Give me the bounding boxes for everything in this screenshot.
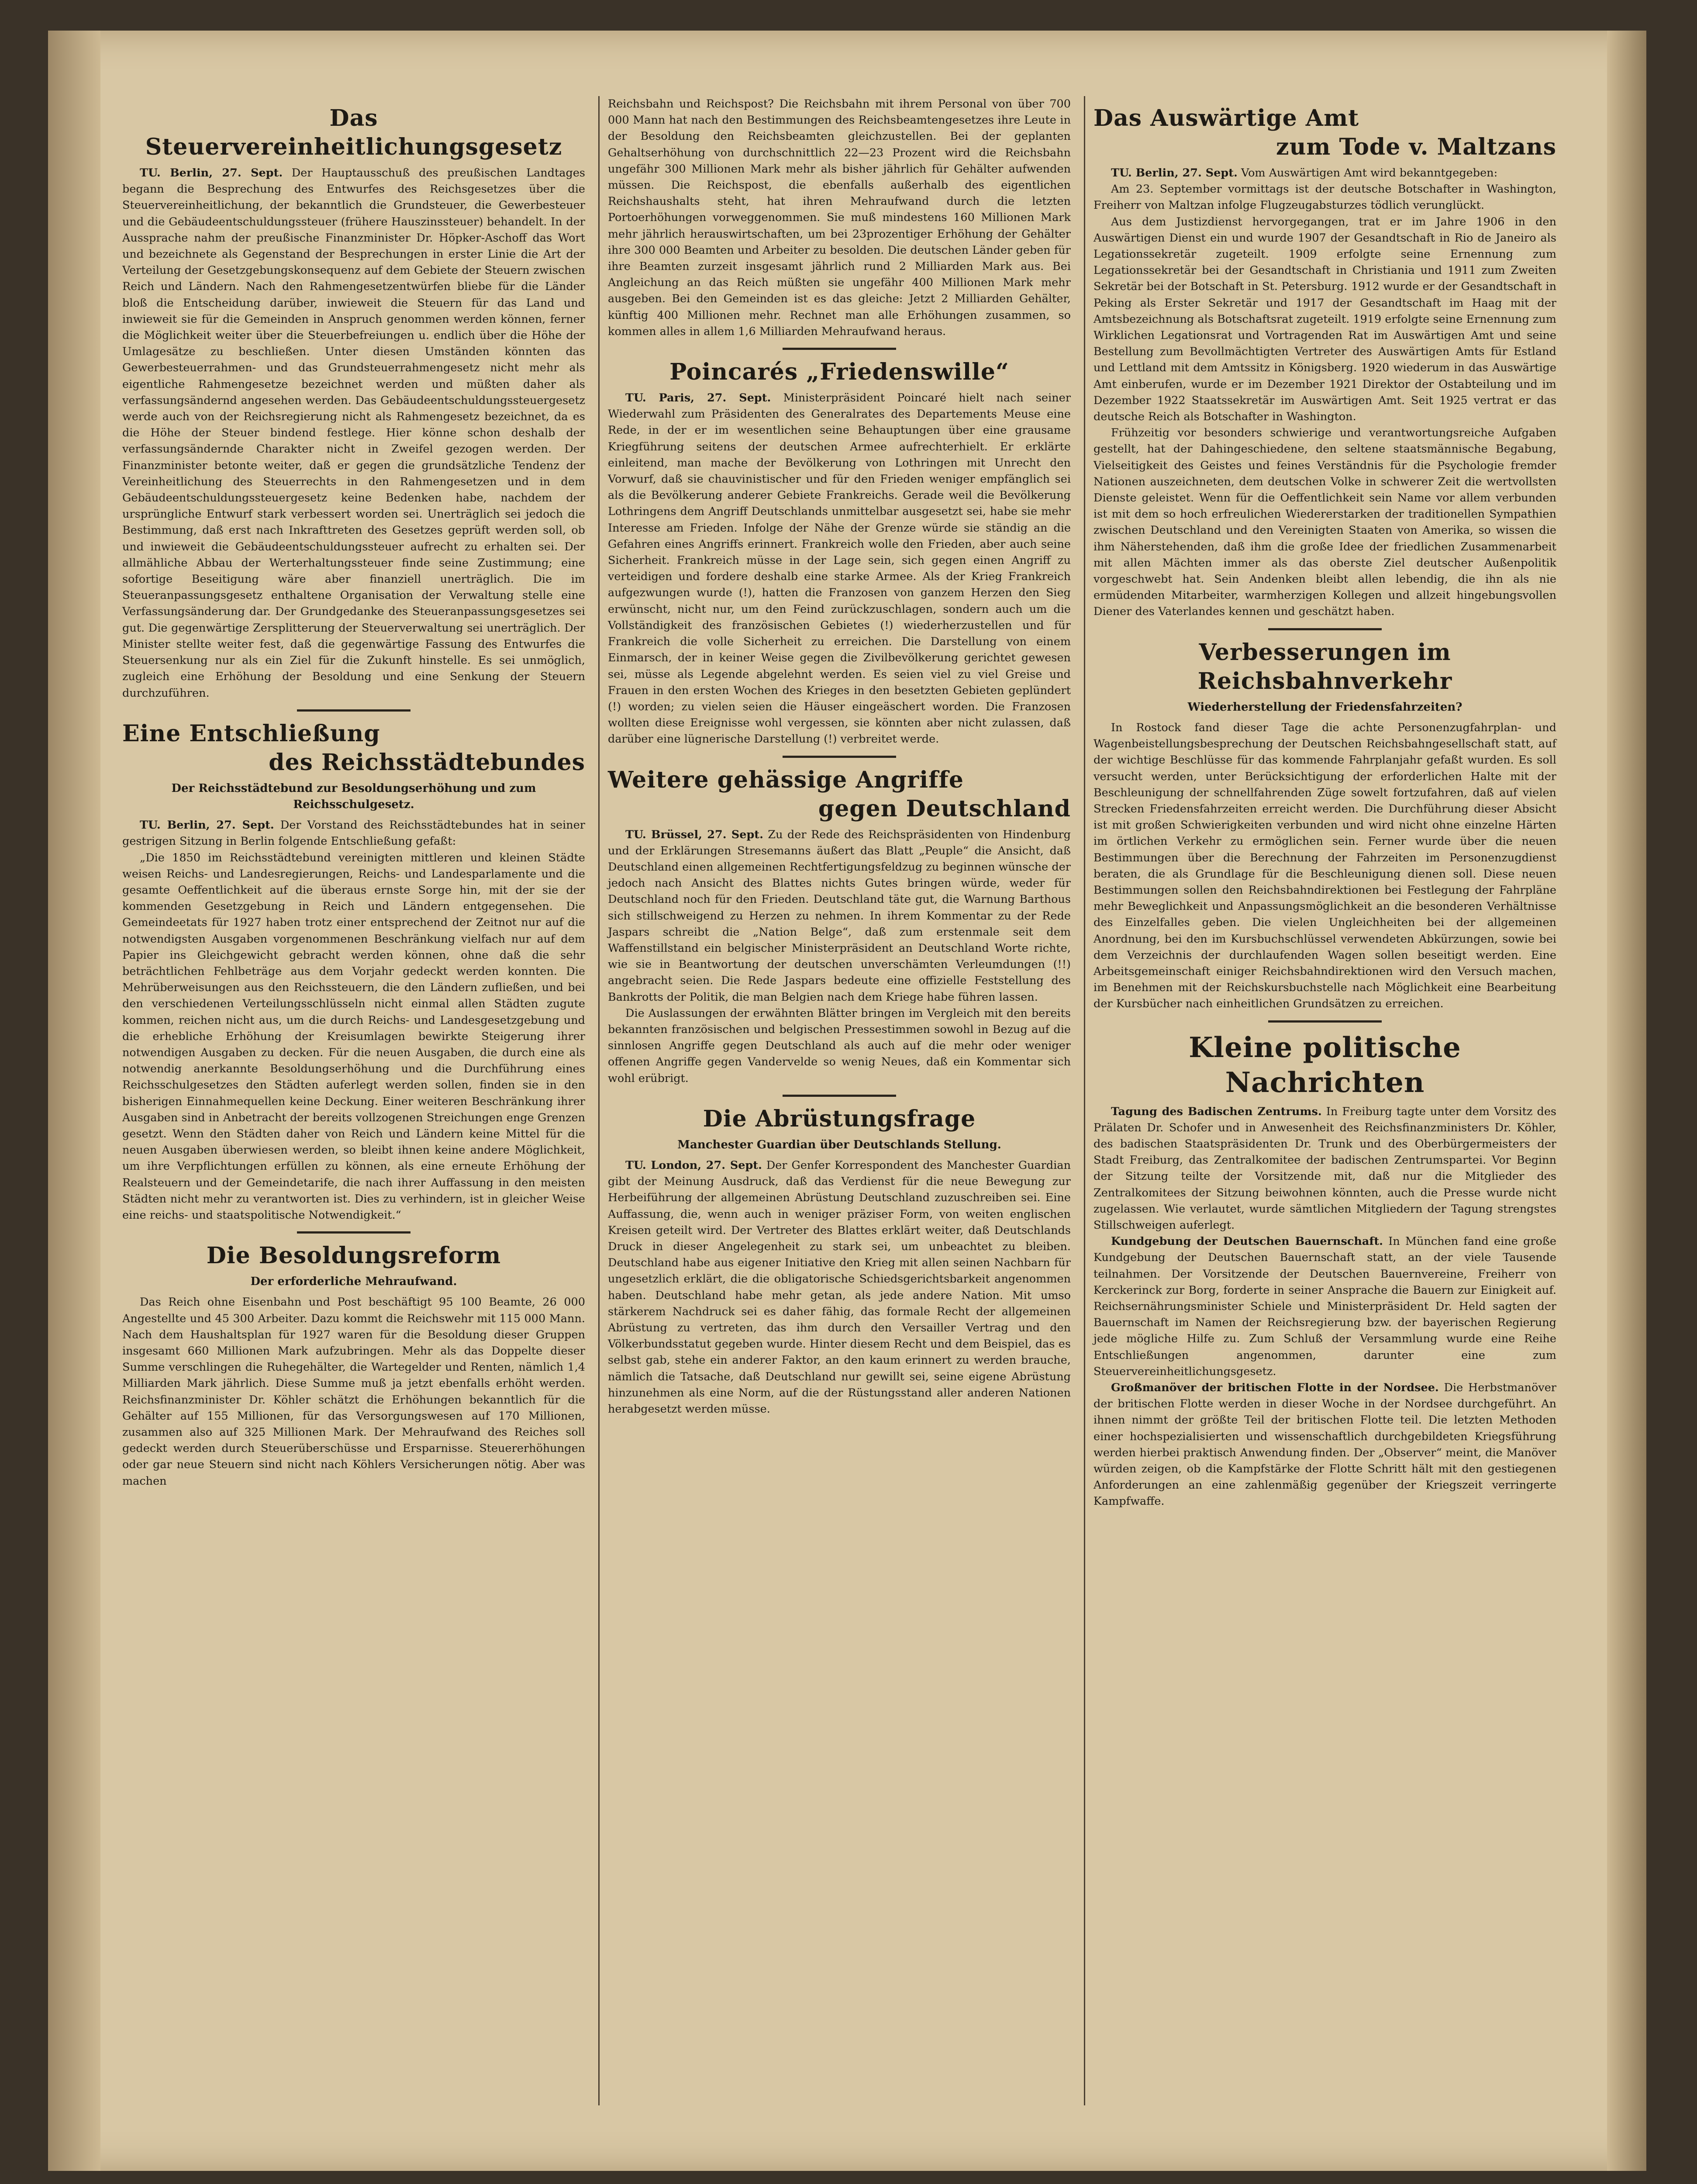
- page-edge: [1607, 31, 1646, 2171]
- dateline: TU. Berlin, 27. Sept.: [140, 819, 274, 832]
- dateline: TU. Berlin, 27. Sept.: [1111, 166, 1238, 180]
- dateline: TU. Paris, 27. Sept.: [625, 391, 771, 405]
- article-body: Aus dem Justizdienst hervorgegangen, trat er im Jahre 1906 in den Auswärtigen Dienst ein und wurde 1907 der Gesandtschaft in Rio de Janeiro als Legationssekretär zugeteilt. 1909 erfolgte seine Ernennung zum Legationssekretär bei der Gesandtschaft in Christiania und 1911 zum Zweiten Sekretär bei der Botschaft in St. Petersburg. 1912 wurde er der Gesandtschaft in Peking als Erster Sekretär und 1917 der Gesandtschaft im Haag mit der Amtsbezeichnung als Botschaftsrat zugeteilt. 1919 erfolgte seine Ernennung zum Wirklichen Legationsrat und Vortragenden Rat im Auswärtigen Amt und seine Bestellung zum Bevollmächtigten Vertreter des Auswärtigen Amts für Estland und Lettland mit dem Amtssitz in Königsberg. 1920 wiederum in das Auswärtige Amt einberufen, wurde er im Dezember 1921 Direktor der Ostabteilung und im Dezember 1922 Staatssekretär im Auswärtigen Amt. Seit 1925 vertrat er das deutsche Reich als Botschafter in Washington.: [1093, 215, 1556, 424]
- article-title-line2: gegen Deutschland: [818, 795, 1071, 822]
- article-title-line2: des Reichsstädtebundes: [269, 749, 585, 776]
- news-item-head: Kundgebung der Deutschen Bauernschaft.: [1111, 1235, 1383, 1248]
- news-item-text: In München fand eine große Kundgebung der Deutschen Bauernschaft statt, an der viele Tausende teilnahmen. Der Vorsitzende der Deutschen Bauernvereine, Freiherr von Kerckerinck zur Borg, forderte in seiner Ansprache die Bauern zur Einigkeit auf. Reichsernährungsminister Schiele und Ministerpräsident Dr. Held sagten der Bauernschaft im Namen der Reichsregierung bzw. der bayerischen Regierung jede mögliche Hilfe zu. Zum Schluß der Versammlung wurde eine Reihe Entschließungen angenommen, darunter eine zum Steuervereinheitlichungsgesetz.: [1093, 1235, 1556, 1378]
- article-title-line2: zum Tode v. Maltzans: [1276, 134, 1556, 160]
- article-reichsstaedtebund: [122, 719, 585, 1223]
- article-body: Frühzeitig vor besonders schwierige und verantwortungsreiche Aufgaben gestellt, hat der Dahingeschiedene, den seltene staatsmännische Begabung, Vielseitigkeit des Geistes und feines Verständnis für die Psychologie fremder Nationen auszeichneten, dem deutschen Volke in schwerer Zeit die wertvollsten Dienste geleistet. Wenn für die Oeffentlichkeit sein Name vor allem verbunden ist mit dem so hoch erfreulichen Wiedererstarken der traditionellen Sympathien zwischen Deutschland und den Vereinigten Staaten von Amerika, so wissen die ihm Näherstehenden, daß ihm die große Idee der friedlichen Zusammenarbeit mit allen Mächten immer als das oberste Ziel deutscher Außenpolitik vorgeschwebt hat. Sein Andenken bleibt allen lebendig, die ihn als nie ermüdenden Mitarbeiter, warmherzigen Kollegen und allzeit hingebungsvollen Diener des Vaterlandes kennen und geschätzt haben.: [1093, 426, 1556, 619]
- column-rule: [1084, 96, 1085, 2105]
- divider: [1268, 1020, 1382, 1023]
- divider: [297, 709, 410, 712]
- article-body: Ministerpräsident Poincaré hielt nach seiner Wiederwahl zum Präsidenten des Generalrates des Departements Meuse eine Rede, in der er im wesentlichen seine Behauptungen über eine grausame Kriegführung seitens der deutschen Armee aufrechterhielt. Er erklärte einleitend, man mache der Bevölkerung von Lothringen mit Unrecht den Vorwurf, daß sie chauvinistischer und für den Frieden weniger empfänglich sei als die Bevölkerung anderer Gebiete Frankreichs. Gerade weil die Bevölkerung Lothringens dem Angriff Deutschlands unmittelbar ausgesetzt sei, habe sie mehr Interesse am Frieden. Infolge der Nähe der Grenze würde sie ständig an die Gefahren eines Angriffs erinnert. Frankreich wolle den Frieden, aber auch seine Sicherheit. Frankreich müsse in der Lage sein, sich gegen einen Angriff zu verteidigen und fordere deshalb eine starke Armee. Als der Krieg Frankreich aufgezwungen wurde (!), hatten die Franzosen von ganzem Herzen den Sieg erwünscht, nicht nur, um den Feind zurückzuschlagen, sondern auch um die Vollständigkeit des französischen Gebietes (!) wiederherzustellen und für Frankreich die volle Sicherheit zu erreichen. Die Darstellung von einem Einmarsch, der in keiner Weise gegen die Zivilbevölkerung gerichtet gewesen sei, müsse als Legende abgelehnt werden. Es seien viel zu viel Greise und Frauen in den ersten Wochen des Krieges in den besetzten Gebieten geplündert (!) worden; zu vielen seien die Häuser eingeäschert worden. Die Franzosen wollten diese Ereignisse wohl vergessen, sie könnten aber nicht zulassen, daß darüber eine lügnerische Darstellung (!) verbreitet werde.: [608, 391, 1071, 746]
- article-title: Die Besoldungsreform: [206, 1242, 501, 1269]
- article-besoldungsreform-continued: [608, 96, 1071, 340]
- article-besoldungsreform: [122, 1241, 585, 1489]
- article-body: In Rostock fand dieser Tage die achte Personenzugfahrplan- und Wagenbeistellungsbesprechung der Deutschen Reichsbahngesellschaft statt, auf der wichtige Beschlüsse für das kommende Fahrplanjahr gefaßt wurden. Es soll versucht werden, unter Berücksichtigung der erforderlichen Halte mit der Beschleunigung der schnellfahrenden Züge sowelt fortzufahren, daß auf vielen Strecken Friedensfahrzeiten erreicht werden. Die Durchführung dieser Absicht ist mit großen Schwierigkeiten verbunden und wird nicht ohne einzelne Härten im örtlichen Verkehr zu ermöglichen sein. Ferner wurde über die neuen Bestimmungen über die Berechnung der Fahrzeiten im Personenzugdienst beraten, die als Grundlage für die Beschleunigung dienen soll. Diese neuen Bestimmungen sollen den Reichsbahndirektionen bei Festlegung der Fahrpläne mehr Beweglichkeit und Anpassungsmöglichkeit an die besonderen Verhältnisse des Einzelfalles geben. Die vielen Ungleichheiten bei der allgemeinen Anordnung, bei den im Kursbuchschlüssel verwendeten Abkürzungen, sowie bei dem Verzeichnis der durchlaufenden Wagen sollen beseitigt werden. Eine Arbeitsgemeinschaft einiger Reichsbahndirektionen wird den Versuch machen, im Benehmen mit der Reichskursbuchstelle nach Möglichkeit eine Bearbeitung der Kursbücher nach einheitlichen Grundsätzen zu erreichen.: [1093, 721, 1556, 1011]
- article-title: Das Steuervereinheitlichungsgesetz: [145, 105, 562, 160]
- article-subtitle: Manchester Guardian über Deutschlands Stellung.: [677, 1138, 1001, 1151]
- article-abruestung: [608, 1105, 1071, 1417]
- article-title: Kleine politische Nachrichten: [1189, 1031, 1461, 1099]
- divider: [783, 756, 896, 758]
- column-3: [1093, 96, 1556, 1514]
- divider: [297, 1231, 410, 1234]
- article-steuervereinheitlichung: [122, 104, 585, 702]
- article-body: „Die 1850 im Reichsstädtebund vereinigten mittleren und kleinen Städte weisen Reichs- und Landesregierungen, Reichs- und Landesparlamente und die gesamte Oeffentlichkeit auf die überaus ernste Sorge hin, mit der sie der kommenden Gesetzgebung in Reich und Ländern entgegensehen. Die Gemeindeetats für 1927 haben trotz einer entsprechend der Zeitnot nur auf die notwendigsten Ausgaben vorgenommenen Beschränkung vielfach nur auf dem Papier ins Gleichgewicht gebracht werden können, ohne daß die sehr beträchtlichen Fehlbeträge aus dem Vorjahr gedeckt werden konnten. Die Mehrüberweisungen aus den Reichssteuern, die den Ländern zufließen, und bei den verschiedenen Verteilungsschlüsseln nicht einmal allen Städten zugute kommen, reichen nicht aus, um die durch Reichs- und Landesgesetzgebung und die erhebliche Erhöhung der Kreisumlagen bewirkte Steigerung ihrer notwendigen Ausgaben zu decken. Für die neuen Ausgaben, die durch eine als notwendig anerkannte Besoldungserhöhung und die Durchführung eines Reichsschulgesetzes den Städten auferlegt werden sollen, finden sie in den bisherigen Einnahmequellen keine Deckung. Einer weiteren Beschränkung ihrer Ausgaben sind in Anbetracht der bereits vollzogenen Streichungen enge Grenzen gesetzt. Wenn den Städten daher von Reich und Ländern keine Mittel für die neuen Ausgaben überwiesen werden, so bleibt ihnen keine andere Möglichkeit, um ihre Verpflichtungen erfüllen zu können, als eine erneute Erhöhung der Realsteuern und der Gemeindetarife, die nach ihrer Auffassung in den meisten Städten nicht mehr zu verantworten ist. Dies zu verhindern, ist in gleicher Weise eine reichs- und staatspolitische Notwendigkeit.“: [122, 851, 585, 1222]
- article-subtitle: Wiederherstellung der Friedensfahrzeiten?: [1187, 700, 1462, 714]
- dateline: TU. Berlin, 27. Sept.: [140, 166, 283, 180]
- article-body: Reichsbahn und Reichspost? Die Reichsbahn mit ihrem Personal von über 700 000 Mann hat nach den Bestimmungen des Reichsbeamtengesetzes ihre Leute in der Besoldung den Reichsbeamten gleichzustellen. Bei der geplanten Gehaltserhöhung von durchschnittlich 22—23 Prozent wird die Reichsbahn ungefähr 300 Millionen Mark mehr als bisher jährlich für Gehälter aufwenden müssen. Die Reichspost, die ebenfalls außerhalb des eigentlichen Reichshaushalts steht, hat ihren Mehraufwand durch die letzten Portoerhöhungen vorweggenommen. Sie muß mindestens 160 Millionen Mark mehr jährlich herauswirtschaften, um bei 23prozentiger Erhöhung der Gehälter ihre 300 000 Beamten und Arbeiter zu besolden. Die deutschen Länder geben für ihre Beamten zurzeit insgesamt jährlich rund 2 Milliarden Mark aus. Bei Angleichung an das Reich müßten sie ungefähr 400 Millionen Mark mehr ausgeben. Bei den Gemeinden ist es das gleiche: Jetzt 2 Milliarden Gehälter, künftig 400 Millionen mehr. Rechnet man alle Erhöhungen zusammen, so kommen alles in allem 1,6 Milliarden Mehraufwand heraus.: [608, 97, 1071, 338]
- divider: [783, 348, 896, 350]
- page-binding: [48, 31, 100, 2171]
- news-item-text: Die Herbstmanöver der britischen Flotte werden in dieser Woche in der Nordsee durchgeführt. An ihnen nimmt der größte Teil der britischen Flotte teil. Die letzten Methoden einer hochspezialisierten und wissenschaftlich durchgebildeten Kriegsführung werden hierbei praktisch Anwendung finden. Der „Observer“ meint, die Manöver würden zeigen, ob die Kampfstärke der Flotte Schritt hält mit den gestiegenen Anforderungen an eine zahlenmäßig gegenüber der Kriegszeit verringerte Kampfwaffe.: [1093, 1381, 1556, 1508]
- article-title: Verbesserungen im Reichsbahnverkehr: [1197, 639, 1452, 695]
- newspaper-page: [48, 31, 1646, 2171]
- article-body: Vom Auswärtigen Amt wird bekanntgegeben:: [1241, 166, 1498, 180]
- article-title: Das Auswärtige Amt: [1093, 105, 1359, 131]
- divider: [783, 1095, 896, 1097]
- article-subtitle: Der Reichsstädtebund zur Besoldungserhöhung und zum Reichsschulgesetz.: [171, 781, 536, 811]
- article-body: Der Vorstand des Reichsstädtebundes hat in seiner gestrigen Sitzung in Berlin folgende Entschließung gefaßt:: [122, 819, 585, 848]
- column-rule: [598, 96, 600, 2105]
- column-1: [122, 96, 585, 1494]
- article-title: Die Abrüstungsfrage: [703, 1105, 976, 1132]
- article-title: Poincarés „Friedenswille“: [669, 359, 1009, 386]
- article-angriffe: [608, 766, 1071, 1087]
- article-body: Der Genfer Korrespondent des Manchester Guardian gibt der Meinung Ausdruck, daß das Verdienst für die neue Bewegung zur Herbeiführung der allgemeinen Abrüstung Deutschland zuzuschreiben sei. Eine Auffassung, die, wenn auch in weniger präziser Form, von weiten englischen Kreisen geteilt wird. Der Vertreter des Blattes erklärt weiter, daß Deutschlands Druck in dieser Angelegenheit zu stark sei, um unbeachtet zu bleiben. Deutschland habe aus eigener Initiative den Krieg mit allen seinen Nachbarn für ungesetzlich erklärt, die die obligatorische Schiedsgerichtsbarkeit angenommen haben. Deutschland habe mehr getan, als jede andere Nation. Mit umso stärkerem Nachdruck sei es daher fähig, das formale Recht der allgemeinen Abrüstung zu vertreten, das ihm durch den Versailler Vertrag und den Völkerbundsstatut gegeben wurde. Hinter diesem Recht und dem Beispiel, das es selbst gab, stehe ein anderer Faktor, an den kaum erinnert zu werden brauche, nämlich die Tatsache, daß Deutschland nur gewillt sei, seine eigene Abrüstung hinzunehmen als eine Norm, auf die der Rüstungsstand aller anderen Nationen herabgesetzt werden müsse.: [608, 1158, 1071, 1416]
- article-title: Eine Entschließung: [122, 720, 380, 747]
- divider: [1268, 628, 1382, 630]
- article-kleine-nachrichten: [1093, 1030, 1556, 1510]
- article-body: Zu der Rede des Reichspräsidenten von Hindenburg und der Erklärungen Stresemanns äußert das Blatt „Peuple“ die Ansicht, daß Deutschland einen allgemeinen Rechtfertigungsfeldzug zu beginnen wünsche der jedoch nach Ansicht des Blattes nichts Gutes bringen würde, weder für Deutschland noch für den Frieden. Deutschland täte gut, die Warnung Barthous sich stillschweigend zu Herzen zu nehmen. In ihrem Kommentar zu der Rede Jaspars schreibt die „Nation Belge“, daß zum erstenmale seit dem Waffenstillstand ein belgischer Ministerpräsident an Deutschland Worte richte, wie sie in Beantwortung der deutschen unverschämten Verleumdungen (!!) angebracht seien. Die Rede Jaspars bedeute eine offizielle Feststellung des Bankrotts der Politik, die man Belgien nach dem Kriege habe führen lassen.: [608, 828, 1071, 1004]
- article-body: Das Reich ohne Eisenbahn und Post beschäftigt 95 100 Beamte, 26 000 Angestellte und 45 300 Arbeiter. Dazu kommt die Reichswehr mit 115 000 Mann. Nach dem Haushaltsplan für 1927 waren für die Besoldung dieser Gruppen insgesamt 660 Millionen Mark aufzubringen. Mehr als das Doppelte dieser Summe verschlingen die Ruhegehälter, die Wartegelder und Renten, nämlich 1,4 Milliarden Mark jährlich. Diese Summe muß ja jetzt ebenfalls erhöht werden. Reichsfinanzminister Dr. Köhler schätzt die Erhöhungen bekanntlich für die Gehälter auf 155 Millionen, für das Versorgungswesen auf 170 Millionen, zusammen also auf 325 Millionen Mark. Der Mehraufwand des Reiches soll gedeckt werden durch Steuerüberschüsse und Ersparnisse. Steuererhöhungen oder gar neue Steuern sind nicht nach Köhlers Versicherungen nötig. Aber was machen: [122, 1296, 585, 1488]
- article-title: Weitere gehässige Angriffe: [608, 766, 964, 793]
- news-item-head: Tagung des Badischen Zentrums.: [1111, 1105, 1322, 1118]
- article-body: Am 23. September vormittags ist der deutsche Botschafter in Washington, Freiherr von Maltzan infolge Flugzeugabsturzes tödlich verunglückt.: [1093, 183, 1556, 212]
- article-subtitle: Der erforderliche Mehraufwand.: [250, 1275, 457, 1289]
- dateline: TU. Brüssel, 27. Sept.: [625, 828, 763, 841]
- article-reichsbahnverkehr: [1093, 638, 1556, 1013]
- news-item-text: In Freiburg tagte unter dem Vorsitz des Prälaten Dr. Schofer und in Anwesenheit des Reichsfinanzministers Dr. Köhler, des badischen Staatspräsidenten Dr. Trunk und des Oberbürgermeisters der Stadt Freiburg, das Zentralkomitee der badischen Zentrumspartei. Vor Beginn der Sitzung teilte der Vorsitzende mit, daß nur die Mitglieder des Zentralkomitees der Sitzung beiwohnen könnten, auch die Presse wurde nicht zugelassen. Wie verlautet, wurde sämtlichen Mitgliedern der Tagung strengstes Stillschweigen auferlegt.: [1093, 1105, 1557, 1232]
- article-auswaertiges-amt: [1093, 104, 1556, 620]
- column-2: [608, 96, 1071, 1422]
- article-body: Die Auslassungen der erwähnten Blätter bringen im Vergleich mit den bereits bekannten französischen und belgischen Pressestimmen sowohl in Bezug auf die sinnlosen Angriffe gegen Deutschland als auch auf die mehr oder weniger offenen Angriffe gegen Vandervelde so wenig Neues, daß ein Kommentar sich wohl erübrigt.: [608, 1006, 1071, 1085]
- article-poincare: [608, 358, 1071, 747]
- article-body: Der Hauptausschuß des preußischen Landtages begann die Besprechung des Entwurfes des Reichsgesetzes über die Steuervereinheitlichung, der bekanntlich die Grundsteuer, die Gewerbesteuer und die Gebäudeentschuldungssteuer (frühere Hauszinssteuer) behandelt. In der Aussprache nahm der preußische Finanzminister Dr. Höpker-Aschoff das Wort und bezeichnete als Gegenstand der Besprechungen in erster Linie die Art der Verteilung der Gesetzgebungskonsequenz auf dem Gebiete der Steuern zwischen Reich und Ländern. Nach den Rahmengesetzentwürfen bliebe für die Länder bloß die Entscheidung darüber, inwieweit die Steuern für das Land und inwieweit sie für die Gemeinden in Anspruch genommen werden können, ferner die Möglichkeit weiter über die Steuerbefreiungen u. endlich über die Höhe der Umlagesätze zu beschließen. Unter diesen Umständen könnten das Gewerbesteuerrahmen- und das Grundsteuerrahmengesetz nicht mehr als eigentliche Rahmengesetze bezeichnet werden und müßten daher als verfassungsändernd angesehen werden. Das Gebäudeentschuldungssteuergesetz werde auch von der Reichsregierung nicht als Rahmengesetz bezeichnet, da es die Höhe der Steuer bindend festlege. Hier könne schon deshalb der verfassungsändernde Charakter nicht in Zweifel gezogen werden. Der Finanzminister betonte weiter, daß er gegen die grundsätzliche Tendenz der Vereinheitlichung des Steuerrechts in den Rahmengesetzen und in dem Gebäudeentschuldungssteuergesetz keine Bedenken habe, nachdem der ursprüngliche Entwurf stark verbessert worden sei. Unerträglich sei jedoch die Bestimmung, daß erst nach Inkrafttreten des Gesetzes geprüft werden soll, ob und inwieweit die Gebäudeentschuldungssteuer aufrecht zu erhalten sei. Der allmähliche Abbau der Werterhaltungssteuer finde seine Zustimmung; eine sofortige Beseitigung wäre aber finanziell unerträglich. Die im Steueranpassungsgesetz enthaltene Organisation der Verwaltung stelle eine Verfassungsänderung dar. Der Grundgedanke des Steueranpassungsgesetzes sei gut. Die gegenwärtige Zersplitterung der Steuerverwaltung sei unerträglich. Der Minister stellte weiter fest, daß die gegenwärtige Fassung des Entwurfes die Steuersenkung nur als ein Ziel für die Zukunft hinstelle. Es sei unmöglich, zugleich eine Erhöhung der Besoldung und eine Senkung der Steuern durchzuführen.: [122, 166, 585, 700]
- dateline: TU. London, 27. Sept.: [625, 1158, 762, 1172]
- news-item-head: Großmanöver der britischen Flotte in der Nordsee.: [1111, 1381, 1439, 1394]
